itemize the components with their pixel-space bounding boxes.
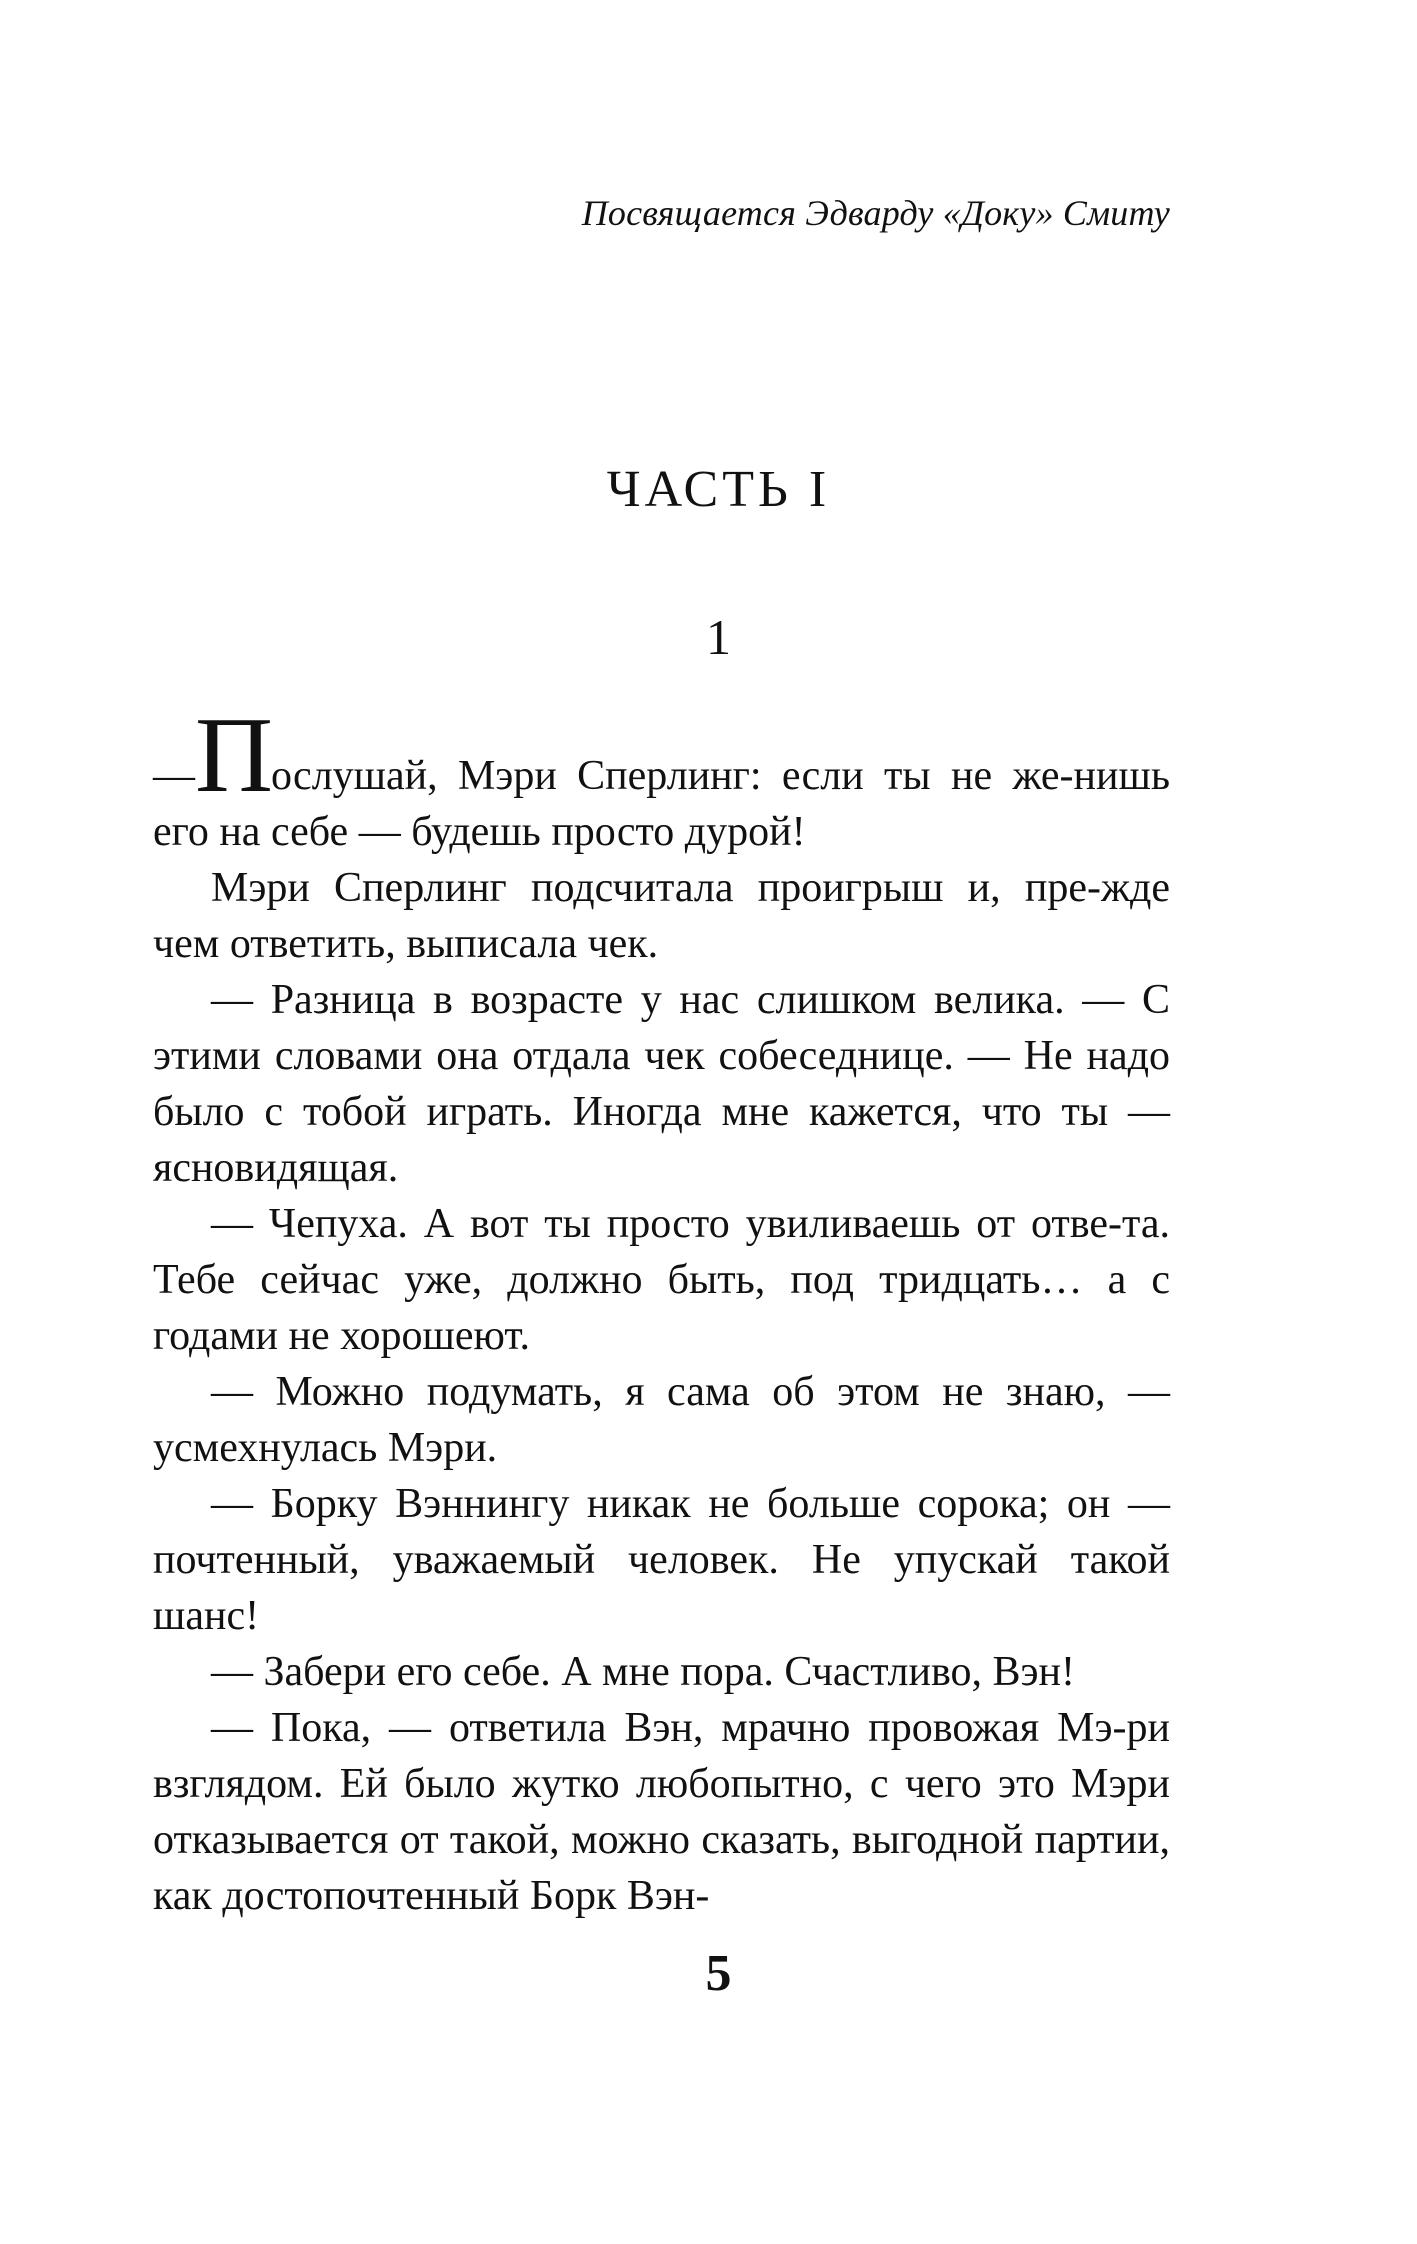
paragraph: — Пока, — ответила Вэн, мрачно провожая Мэ-ри взглядом. Ей было жутко любопытно, с чего это Мэри отказывается от такой, можно сказать, выгодной партии, как достопочтенный Борк Вэн-: [153, 1705, 1170, 1919]
part-title: ЧАСТЬ I: [606, 461, 831, 518]
body-text: [153, 696, 1170, 1924]
paragraph: Мэри Сперлинг подсчитала проигрыш и, пре-жде чем ответить, выписала чек.: [153, 865, 1170, 967]
opening-dash: —: [153, 753, 195, 799]
dedication: Посвящается Эдварду «Доку» Смиту: [581, 193, 1170, 233]
chapter-number: 1: [706, 609, 731, 665]
paragraph: — Разница в возрасте у нас слишком велика. — С этими словами она отдала чек собеседнице. — Не надо было с тобой играть. Иногда мне кажется, что ты — ясновидящая.: [153, 977, 1170, 1191]
drop-cap: П: [195, 696, 271, 815]
paragraph: — Можно подумать, я сама об этом не знаю, — усмехнулась Мэри.: [153, 1369, 1170, 1471]
page-number: 5: [705, 1945, 732, 2002]
opening-paragraph: [153, 696, 1170, 860]
opening-text: ослушай, Мэри Сперлинг: если ты не же-нишь его на себе — будешь просто дурой!: [153, 753, 1170, 855]
paragraph: — Забери его себе. А мне пора. Счастливо, Вэн!: [211, 1649, 1075, 1695]
paragraph: — Чепуха. А вот ты просто увиливаешь от отве-та. Тебе сейчас уже, должно быть, под тридцать… а с годами не хорошеют.: [153, 1201, 1170, 1359]
paragraph: — Борку Вэннингу никак не больше сорока; он — почтенный, уважаемый человек. Не упускай такой шанс!: [153, 1481, 1170, 1639]
